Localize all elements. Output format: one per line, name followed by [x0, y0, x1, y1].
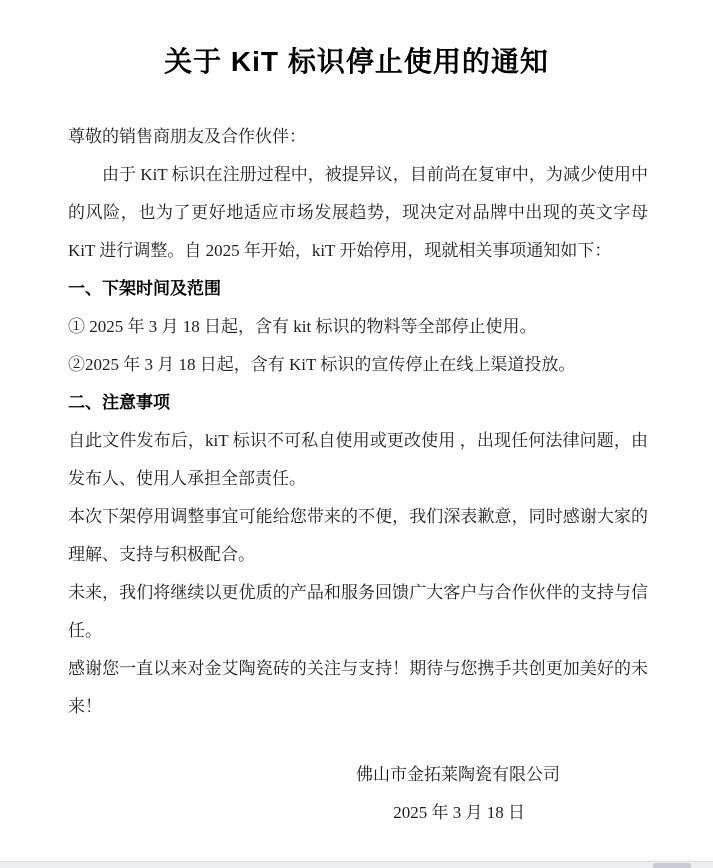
signature-block: [68, 756, 648, 832]
signature-date: 2025 年 3 月 18 日: [393, 803, 525, 822]
horizontal-scrollbar[interactable]: [0, 861, 713, 868]
section-2-paragraph-2: 本次下架停用调整事宜可能给您带来的不便，我们深表歉意，同时感谢大家的理解、支持与积极配合。: [68, 507, 648, 564]
signature-company: 佛山市金拓莱陶瓷有限公司: [356, 765, 560, 784]
section-2-paragraph-3: 未来，我们将继续以更优质的产品和服务回馈广大客户与合作伙伴的支持与信任。: [68, 583, 648, 640]
horizontal-scrollbar-thumb[interactable]: [653, 863, 691, 868]
section-2-paragraph-4: 感谢您一直以来对金艾陶瓷砖的关注与支持！期待与您携手共创更加美好的未来！: [68, 659, 648, 716]
document-title: 关于 KiT 标识停止使用的通知: [164, 46, 549, 77]
section-1-heading: 一、下架时间及范围: [68, 279, 221, 298]
section-1-item-2: ②2025 年 3 月 18 日起，含有 KiT 标识的宣传停止在线上渠道投放。: [68, 355, 576, 374]
intro-paragraph: 由于 KiT 标识在注册过程中，被提异议，目前尚在复审中，为减少使用中的风险，也为了更好地适应市场发展趋势，现决定对品牌中出现的英文字母 KiT 进行调整。自 2025 年开始，kiT 开始停用，现就相关事项通知如下：: [68, 165, 648, 260]
document-body: [68, 118, 648, 832]
section-2-heading: 二、注意事项: [68, 393, 170, 412]
salutation: 尊敬的销售商朋友及合作伙伴：: [68, 127, 306, 146]
section-1-item-1: ① 2025 年 3 月 18 日起，含有 kit 标识的物料等全部停止使用。: [68, 317, 537, 336]
section-2-paragraph-1: 自此文件发布后，kiT 标识不可私自使用或更改使用 ，出现任何法律问题，由发布人、使用人承担全部责任。: [68, 431, 648, 488]
